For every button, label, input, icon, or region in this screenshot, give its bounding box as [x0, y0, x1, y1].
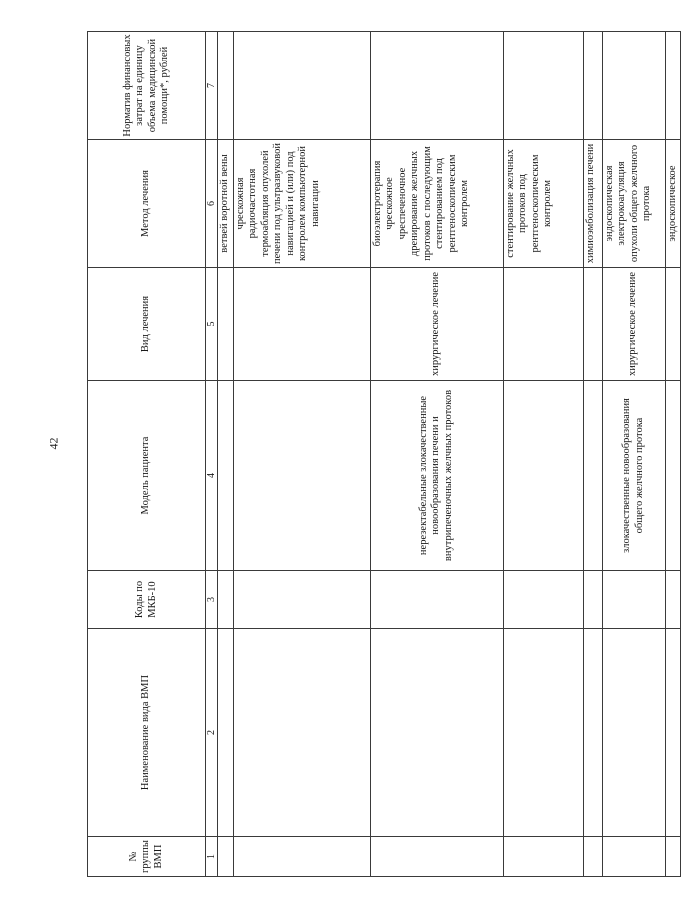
- method-cell: эндоскопическое: [665, 140, 681, 268]
- method-cell: стентирование желчных протоков под рентгеноскопическим контролем: [503, 140, 583, 268]
- table-row: [503, 32, 583, 877]
- treatment-type-cell: хирургическое лечение: [370, 268, 503, 381]
- header-row: [88, 32, 206, 877]
- method-cell: эндоскопическая электрокоагуляция опухоли общего желчного протока: [602, 140, 665, 268]
- treatment-type-cell: хирургическое лечение: [602, 268, 665, 381]
- header-group-number: № группы ВМП: [88, 837, 206, 877]
- column-number: 1: [206, 837, 218, 877]
- method-cell: чрескожная радиочастотная термоабляция опухолей печени под ультразвуковой навигацией и (или) под контролем компьютерной навигации: [233, 140, 370, 268]
- column-number: 5: [206, 268, 218, 381]
- table-row: [583, 32, 602, 877]
- header-treatment-method: Метод лечения: [88, 140, 206, 268]
- method-cell: [370, 140, 503, 268]
- vmp-table: [87, 31, 681, 877]
- table-row: [218, 32, 234, 877]
- header-vmp-name: Наименование вида ВМП: [88, 629, 206, 837]
- column-number: 3: [206, 571, 218, 629]
- page-number: 42: [46, 437, 61, 450]
- column-number: 7: [206, 32, 218, 140]
- header-patient-model: Модель пациента: [88, 381, 206, 571]
- patient-model-cell: злокачественные новообразования общего желчного протока: [602, 381, 665, 571]
- table-row: [602, 32, 665, 877]
- patient-model-cell: нерезектабельные злокачественные новообразования печени и внутрипеченочных желчных протоков: [370, 381, 503, 571]
- method-line: биоэлектротерапия: [371, 160, 383, 247]
- method-cell: химиоэмболизация печени: [583, 140, 602, 268]
- table-row: [370, 32, 503, 877]
- table-row: [665, 32, 681, 877]
- column-number: 2: [206, 629, 218, 837]
- header-cost-standard: Норматив финансовых затрат на единицу объема медицинской помощи*, рублей: [88, 32, 206, 140]
- table-row: [233, 32, 370, 877]
- rotated-table-wrapper: [87, 32, 678, 877]
- method-cell: ветвей воротной вены: [218, 140, 234, 268]
- column-number-row: [206, 32, 218, 877]
- column-number: 4: [206, 381, 218, 571]
- header-treatment-type: Вид лечения: [88, 268, 206, 381]
- method-line: чрескожное чреспеченочное дренирование желчных протоков с последующим стентированием под рентгеноскопическим контролем: [384, 146, 470, 261]
- column-number: 6: [206, 140, 218, 268]
- header-icd-codes: Коды по МКБ-10: [88, 571, 206, 629]
